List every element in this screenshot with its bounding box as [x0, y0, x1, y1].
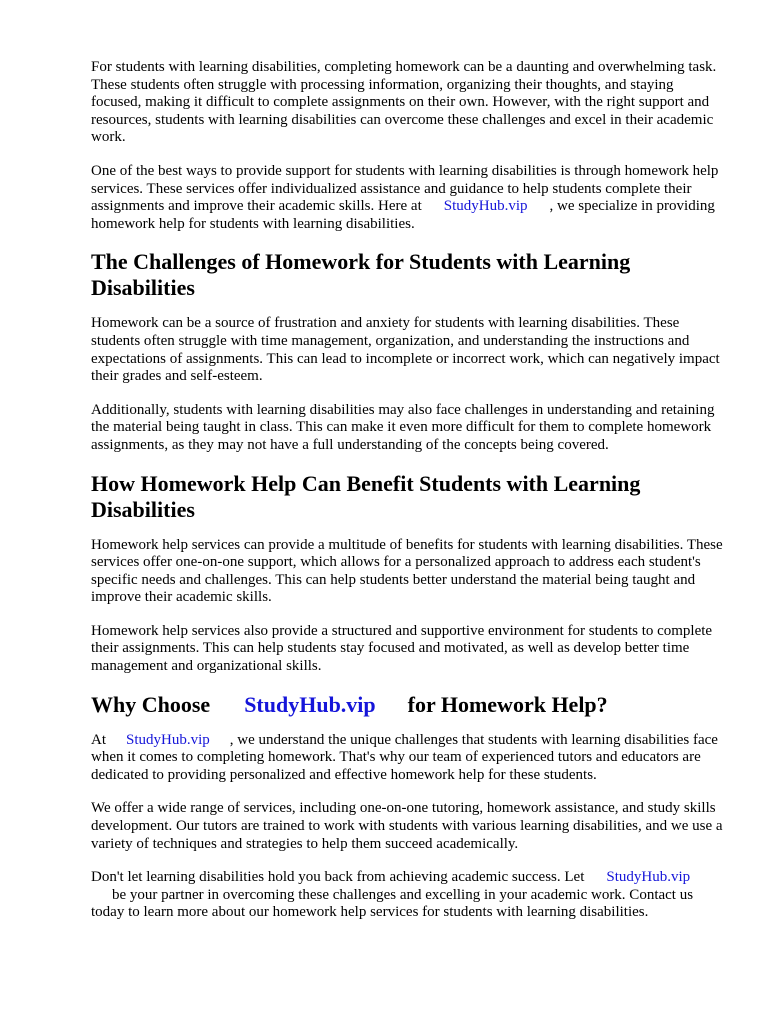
why-choose-heading-after: for Homework Help?: [407, 691, 608, 717]
why-choose-paragraph-3: [91, 869, 727, 922]
benefits-paragraph-1: Homework help services can provide a multitude of benefits for students with learning disabilities. These services offer one-on-one support, which allows for a personalized approach to address each student's specific needs and challenges. This can help students better understand the material being taught and improve their academic skills.: [91, 536, 723, 606]
why-choose-paragraph-1: [91, 732, 727, 785]
challenges-paragraph-1: Homework can be a source of frustration and anxiety for students with learning disabilities. These students often struggle with time management, organization, and understanding the instructions and expectations of assignments. This can lead to incomplete or incorrect work, which can negatively impact their grades and self-esteem.: [91, 315, 720, 385]
intro-paragraph-2-text-before: One of the best ways to provide support for students with learning disabilities is through homework help services. These services offer individualized assistance and guidance to help students complete their assignments and improve their academic skills. Here at: [91, 162, 719, 215]
challenges-paragraph-2: Additionally, students with learning disabilities may also face challenges in understanding and retaining the material being taught in class. This can make it even more difficult for them to complete homework assignments, as they may not have a full understanding of the concepts being covered.: [91, 401, 715, 453]
why-choose-paragraph-3-after: be your partner in overcoming these challenges and excelling in your academic work. Contact us today to learn more about our homework help services for students with learning disabilities.: [91, 886, 694, 921]
studyhub-link-intro[interactable]: StudyHub.vip: [443, 198, 528, 215]
document-page: [91, 59, 727, 938]
why-choose-paragraph-2: We offer a wide range of services, including one-on-one tutoring, homework assistance, and study skills development. Our tutors are trained to work with students with various learning disabilities, and we use a variety of techniques and strategies to help them succeed academically.: [91, 800, 723, 852]
section-heading-challenges: The Challenges of Homework for Students with Learning Disabilities: [91, 249, 631, 301]
why-choose-paragraph-1-before: At: [91, 731, 106, 748]
intro-paragraph-1: For students with learning disabilities, completing homework can be a daunting and overwhelming task. These students often struggle with processing information, organizing their thoughts, and staying focused, making it difficult to complete assignments on their own. However, with the right support and resources, students with learning disabilities can overcome these challenges and excel in their academic work.: [91, 59, 717, 146]
studyhub-link-heading[interactable]: StudyHub.vip: [244, 691, 376, 717]
why-choose-paragraph-1-after: , we understand the unique challenges that students with learning disabilities face when it comes to completing homework. That's why our team of experienced tutors and educators are dedicated to providing personalized and effective homework help for these students.: [91, 731, 718, 783]
why-choose-paragraph-3-before: Don't let learning disabilities hold you back from achieving academic success. Let: [91, 869, 585, 886]
why-choose-heading-before: Why Choose: [91, 691, 211, 717]
intro-paragraph-2-text-after: , we specialize in providing homework help for students with learning disabilities.: [91, 198, 715, 232]
intro-paragraph-2: [91, 163, 727, 233]
section-heading-benefits: How Homework Help Can Benefit Students with Learning Disabilities: [91, 470, 641, 522]
benefits-paragraph-2: Homework help services also provide a structured and supportive environment for students to complete their assignments. This can help students stay focused and motivated, as well as develop better time management and organizational skills.: [91, 622, 713, 675]
studyhub-link-closing[interactable]: StudyHub.vip: [606, 869, 691, 886]
section-heading-why-choose: [91, 692, 727, 718]
studyhub-link-why-choose[interactable]: StudyHub.vip: [126, 731, 210, 748]
